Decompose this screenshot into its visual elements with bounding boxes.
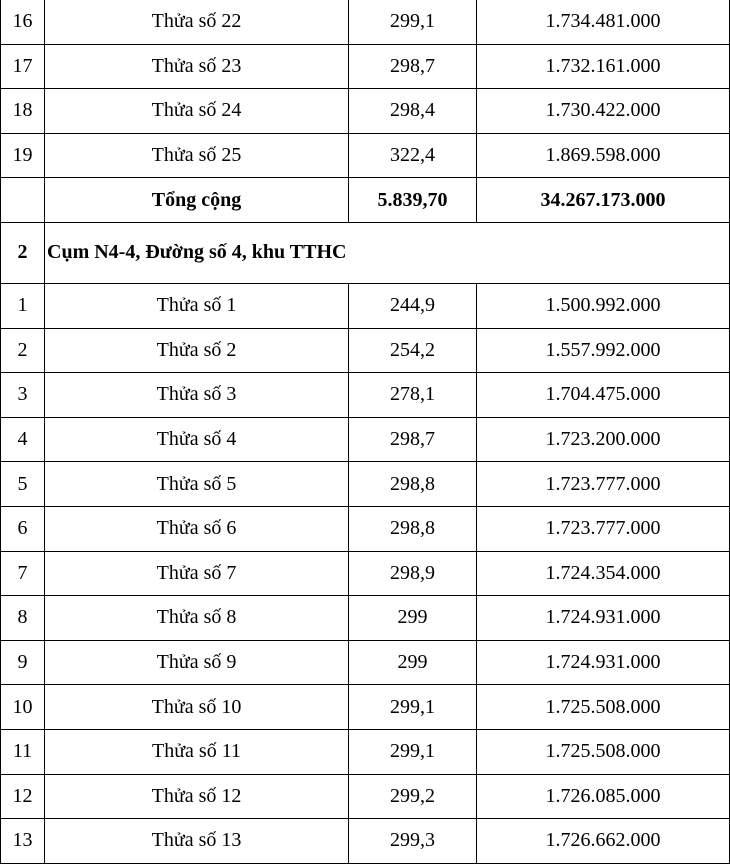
table-row (1, 462, 730, 507)
row-number: 16 (1, 0, 45, 44)
plot-area: 299,3 (349, 819, 477, 864)
table-row (1, 551, 730, 596)
row-number: 7 (1, 551, 45, 596)
plot-price: 1.726.662.000 (477, 819, 730, 864)
plot-price: 1.723.200.000 (477, 417, 730, 462)
plot-name: Thửa số 13 (45, 819, 349, 864)
row-number: 1 (1, 283, 45, 328)
plot-area: 244,9 (349, 283, 477, 328)
plot-area: 278,1 (349, 373, 477, 418)
plot-name: Thửa số 23 (45, 44, 349, 89)
table-row (1, 283, 730, 328)
plot-name: Thửa số 12 (45, 774, 349, 819)
plot-name: Thửa số 24 (45, 89, 349, 134)
row-number: 3 (1, 373, 45, 418)
group-header-row (1, 222, 730, 283)
plot-area: 299,2 (349, 774, 477, 819)
table-row (1, 506, 730, 551)
plot-price: 1.724.354.000 (477, 551, 730, 596)
plot-name: Thửa số 3 (45, 373, 349, 418)
table-row (1, 640, 730, 685)
row-number: 9 (1, 640, 45, 685)
plot-area: 298,9 (349, 551, 477, 596)
table-row (1, 596, 730, 641)
plot-price: 1.704.475.000 (477, 373, 730, 418)
table-row (1, 373, 730, 418)
plot-name: Thửa số 22 (45, 0, 349, 44)
plot-area: 254,2 (349, 328, 477, 373)
total-area: 5.839,70 (349, 178, 477, 223)
plot-area: 298,8 (349, 462, 477, 507)
plot-area: 299 (349, 596, 477, 641)
plot-price: 1.723.777.000 (477, 462, 730, 507)
plot-name: Thửa số 9 (45, 640, 349, 685)
plot-price: 1.725.508.000 (477, 685, 730, 730)
table-row (1, 0, 730, 44)
plot-price: 1.725.508.000 (477, 729, 730, 774)
plot-price: 1.557.992.000 (477, 328, 730, 373)
plot-name: Thửa số 5 (45, 462, 349, 507)
row-number: 18 (1, 89, 45, 134)
total-empty-cell (1, 178, 45, 223)
row-number: 12 (1, 774, 45, 819)
plot-price: 1.730.422.000 (477, 89, 730, 134)
plot-price: 1.726.085.000 (477, 774, 730, 819)
table-row (1, 819, 730, 864)
group-title: Cụm N4-4, Đường số 4, khu TTHC (45, 222, 730, 283)
plot-name: Thửa số 1 (45, 283, 349, 328)
plot-name: Thửa số 6 (45, 506, 349, 551)
plot-area: 298,7 (349, 44, 477, 89)
row-number: 2 (1, 328, 45, 373)
plot-name: Thửa số 25 (45, 133, 349, 178)
plot-name: Thửa số 11 (45, 729, 349, 774)
plot-price: 1.724.931.000 (477, 640, 730, 685)
plot-name: Thửa số 10 (45, 685, 349, 730)
table-row (1, 133, 730, 178)
plot-area: 299,1 (349, 0, 477, 44)
row-number: 5 (1, 462, 45, 507)
group-number: 2 (1, 222, 45, 283)
plot-area: 299,1 (349, 729, 477, 774)
row-number: 6 (1, 506, 45, 551)
plot-area: 298,4 (349, 89, 477, 134)
row-number: 11 (1, 729, 45, 774)
total-label: Tổng cộng (45, 178, 349, 223)
plot-price: 1.734.481.000 (477, 0, 730, 44)
total-price: 34.267.173.000 (477, 178, 730, 223)
total-row (1, 178, 730, 223)
row-number: 8 (1, 596, 45, 641)
plot-price: 1.723.777.000 (477, 506, 730, 551)
table-row (1, 729, 730, 774)
plot-area: 298,8 (349, 506, 477, 551)
row-number: 10 (1, 685, 45, 730)
table-row (1, 44, 730, 89)
plot-name: Thửa số 2 (45, 328, 349, 373)
table-row (1, 685, 730, 730)
plot-price: 1.732.161.000 (477, 44, 730, 89)
plot-name: Thửa số 4 (45, 417, 349, 462)
plot-price: 1.869.598.000 (477, 133, 730, 178)
plot-name: Thửa số 8 (45, 596, 349, 641)
table-row (1, 774, 730, 819)
table-row (1, 328, 730, 373)
plot-area: 322,4 (349, 133, 477, 178)
row-number: 13 (1, 819, 45, 864)
plot-price: 1.724.931.000 (477, 596, 730, 641)
plot-area: 299,1 (349, 685, 477, 730)
plot-name: Thửa số 7 (45, 551, 349, 596)
table-row (1, 417, 730, 462)
plot-price: 1.500.992.000 (477, 283, 730, 328)
plot-area: 298,7 (349, 417, 477, 462)
table-row (1, 89, 730, 134)
row-number: 17 (1, 44, 45, 89)
row-number: 4 (1, 417, 45, 462)
row-number: 19 (1, 133, 45, 178)
plot-area: 299 (349, 640, 477, 685)
